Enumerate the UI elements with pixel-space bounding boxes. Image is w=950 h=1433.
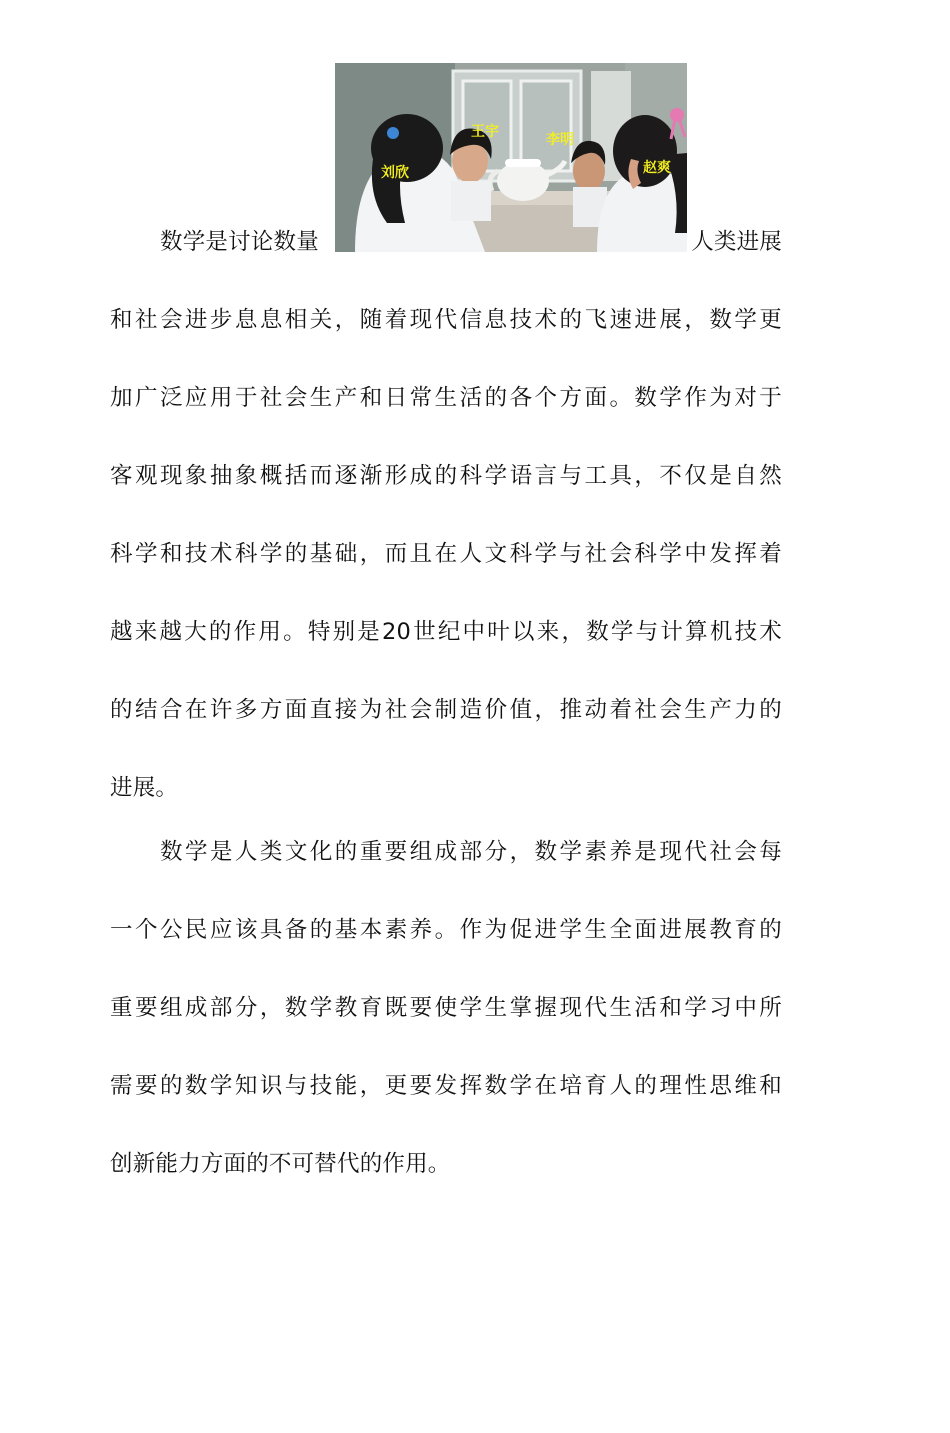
paragraph1-line4: 客观现象抽象概括而逐渐形成的科学语言与工具，不仅是自然 bbox=[110, 463, 782, 489]
paragraph2-line4: 需要的数学知识与技能，更要发挥数学在培育人的理性思维和 bbox=[110, 1073, 782, 1099]
paragraph2-line1: 数学是人类文化的重要组成部分，数学素养是现代社会每 bbox=[160, 839, 782, 865]
paragraph1-line3: 加广泛应用于社会生产和日常生活的各个方面。数学作为对于 bbox=[110, 385, 782, 411]
photo-label-li-ming: 李明 bbox=[546, 132, 574, 148]
paragraph1-line1-end: 人类进展 bbox=[691, 229, 782, 255]
photo-scene bbox=[335, 63, 687, 252]
paragraph1-line2: 和社会进步息息相关，随着现代信息技术的飞速进展，数学更 bbox=[110, 307, 782, 333]
paragraph1-line8: 进展。 bbox=[110, 775, 179, 801]
paragraph1-line5: 科学和技术科学的基础，而且在人文科学与社会科学中发挥着 bbox=[110, 541, 782, 567]
paragraph2-line3: 重要组成部分，数学教育既要使学生掌握现代生活和学习中所 bbox=[110, 995, 782, 1021]
paragraph2-line2: 一个公民应该具备的基本素养。作为促进学生全面进展教育的 bbox=[110, 917, 782, 943]
photo-label-wang-yu: 王宇 bbox=[471, 124, 499, 140]
classroom-photo bbox=[335, 63, 687, 252]
paragraph1-line6: 越来越大的作用。特别是20世纪中叶以来，数学与计算机技术 bbox=[110, 619, 782, 645]
paragraph1-line1-start: 数学是讨论数量 bbox=[160, 229, 319, 255]
paragraph1-line7: 的结合在许多方面直接为社会制造价值，推动着社会生产力的 bbox=[110, 697, 782, 723]
photo-label-zhao-shuang: 赵爽 bbox=[643, 160, 671, 176]
paragraph2-line5: 创新能力方面的不可替代的作用。 bbox=[110, 1151, 451, 1177]
photo-label-liu-xin: 刘欣 bbox=[381, 165, 409, 181]
